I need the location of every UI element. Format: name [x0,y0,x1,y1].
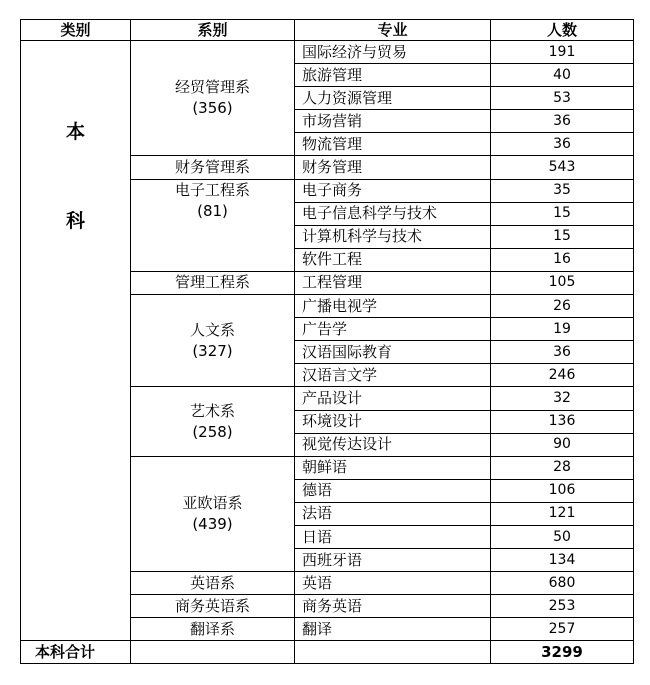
department-name: 人文系 [189,320,235,339]
department-cell [131,156,295,179]
department-name: 翻译系 [189,619,235,638]
major-cell: 旅游管理 [295,64,491,87]
department-cell [131,295,295,387]
department-cell [131,271,295,294]
count-cell: 36 [491,110,634,133]
major-cell: 电子信息科学与技术 [295,202,491,225]
major-cell: 广告学 [295,318,491,341]
department-name: 电子工程系 [174,180,250,199]
count-cell: 121 [491,502,634,525]
category-char-2: 科 [65,210,85,232]
department-cell [131,456,295,571]
count-cell: 28 [491,456,634,479]
header-count: 人数 [491,20,634,41]
category-char-1: 本 [65,121,85,143]
major-cell: 英语 [295,572,491,595]
count-cell: 191 [491,41,634,64]
major-cell: 视觉传达设计 [295,433,491,456]
header-major: 专业 [295,20,491,41]
table-row [21,41,634,64]
major-cell: 法语 [295,502,491,525]
total-empty-cell [131,641,295,664]
major-cell: 国际经济与贸易 [295,41,491,64]
count-cell: 16 [491,248,634,271]
department-count: (439) [192,514,233,533]
major-cell: 电子商务 [295,179,491,202]
major-cell: 广播电视学 [295,295,491,318]
count-cell: 35 [491,179,634,202]
department-name: 亚欧语系 [182,493,243,512]
count-cell: 90 [491,433,634,456]
major-cell: 计算机科学与技术 [295,225,491,248]
count-cell: 50 [491,525,634,548]
department-name: 财务管理系 [174,158,250,177]
count-cell: 36 [491,341,634,364]
major-cell: 物流管理 [295,133,491,156]
major-cell: 西班牙语 [295,549,491,572]
major-cell: 汉语国际教育 [295,341,491,364]
count-cell: 257 [491,618,634,641]
total-empty-cell [295,641,491,664]
total-label: 本科合计 [21,641,131,664]
count-cell: 36 [491,133,634,156]
major-cell: 商务英语 [295,595,491,618]
department-name: 艺术系 [189,401,235,420]
department-cell [131,41,295,156]
count-cell: 246 [491,364,634,387]
major-cell: 朝鲜语 [295,456,491,479]
department-cell [131,618,295,641]
count-cell: 15 [491,225,634,248]
count-cell: 19 [491,318,634,341]
department-count: (327) [192,341,233,360]
department-count: (356) [192,99,233,118]
count-cell: 105 [491,271,634,294]
major-cell: 翻译 [295,618,491,641]
count-cell: 680 [491,572,634,595]
department-count: (81) [197,201,228,220]
department-name: 商务英语系 [174,596,250,615]
count-cell: 253 [491,595,634,618]
count-cell: 53 [491,87,634,110]
total-value: 3299 [491,641,634,664]
count-cell: 134 [491,549,634,572]
department-name: 经贸管理系 [174,78,250,97]
major-cell: 工程管理 [295,271,491,294]
department-cell [131,179,295,271]
count-cell: 136 [491,410,634,433]
major-cell: 德语 [295,479,491,502]
major-cell: 汉语言文学 [295,364,491,387]
category-cell [21,41,131,641]
count-cell: 543 [491,156,634,179]
department-cell [131,572,295,595]
header-row [21,20,634,41]
department-name: 管理工程系 [174,273,250,292]
count-cell: 26 [491,295,634,318]
major-cell: 财务管理 [295,156,491,179]
total-row [21,641,634,664]
major-cell: 人力资源管理 [295,87,491,110]
major-cell: 软件工程 [295,248,491,271]
major-cell: 产品设计 [295,387,491,410]
count-cell: 40 [491,64,634,87]
department-name: 英语系 [189,573,235,592]
major-cell: 市场营销 [295,110,491,133]
count-cell: 15 [491,202,634,225]
major-cell: 环境设计 [295,410,491,433]
department-cell [131,387,295,456]
header-department: 系别 [131,20,295,41]
count-cell: 106 [491,479,634,502]
department-cell [131,595,295,618]
department-count: (258) [192,422,233,441]
header-category: 类别 [21,20,131,41]
enrollment-table [20,19,634,664]
count-cell: 32 [491,387,634,410]
major-cell: 日语 [295,525,491,548]
